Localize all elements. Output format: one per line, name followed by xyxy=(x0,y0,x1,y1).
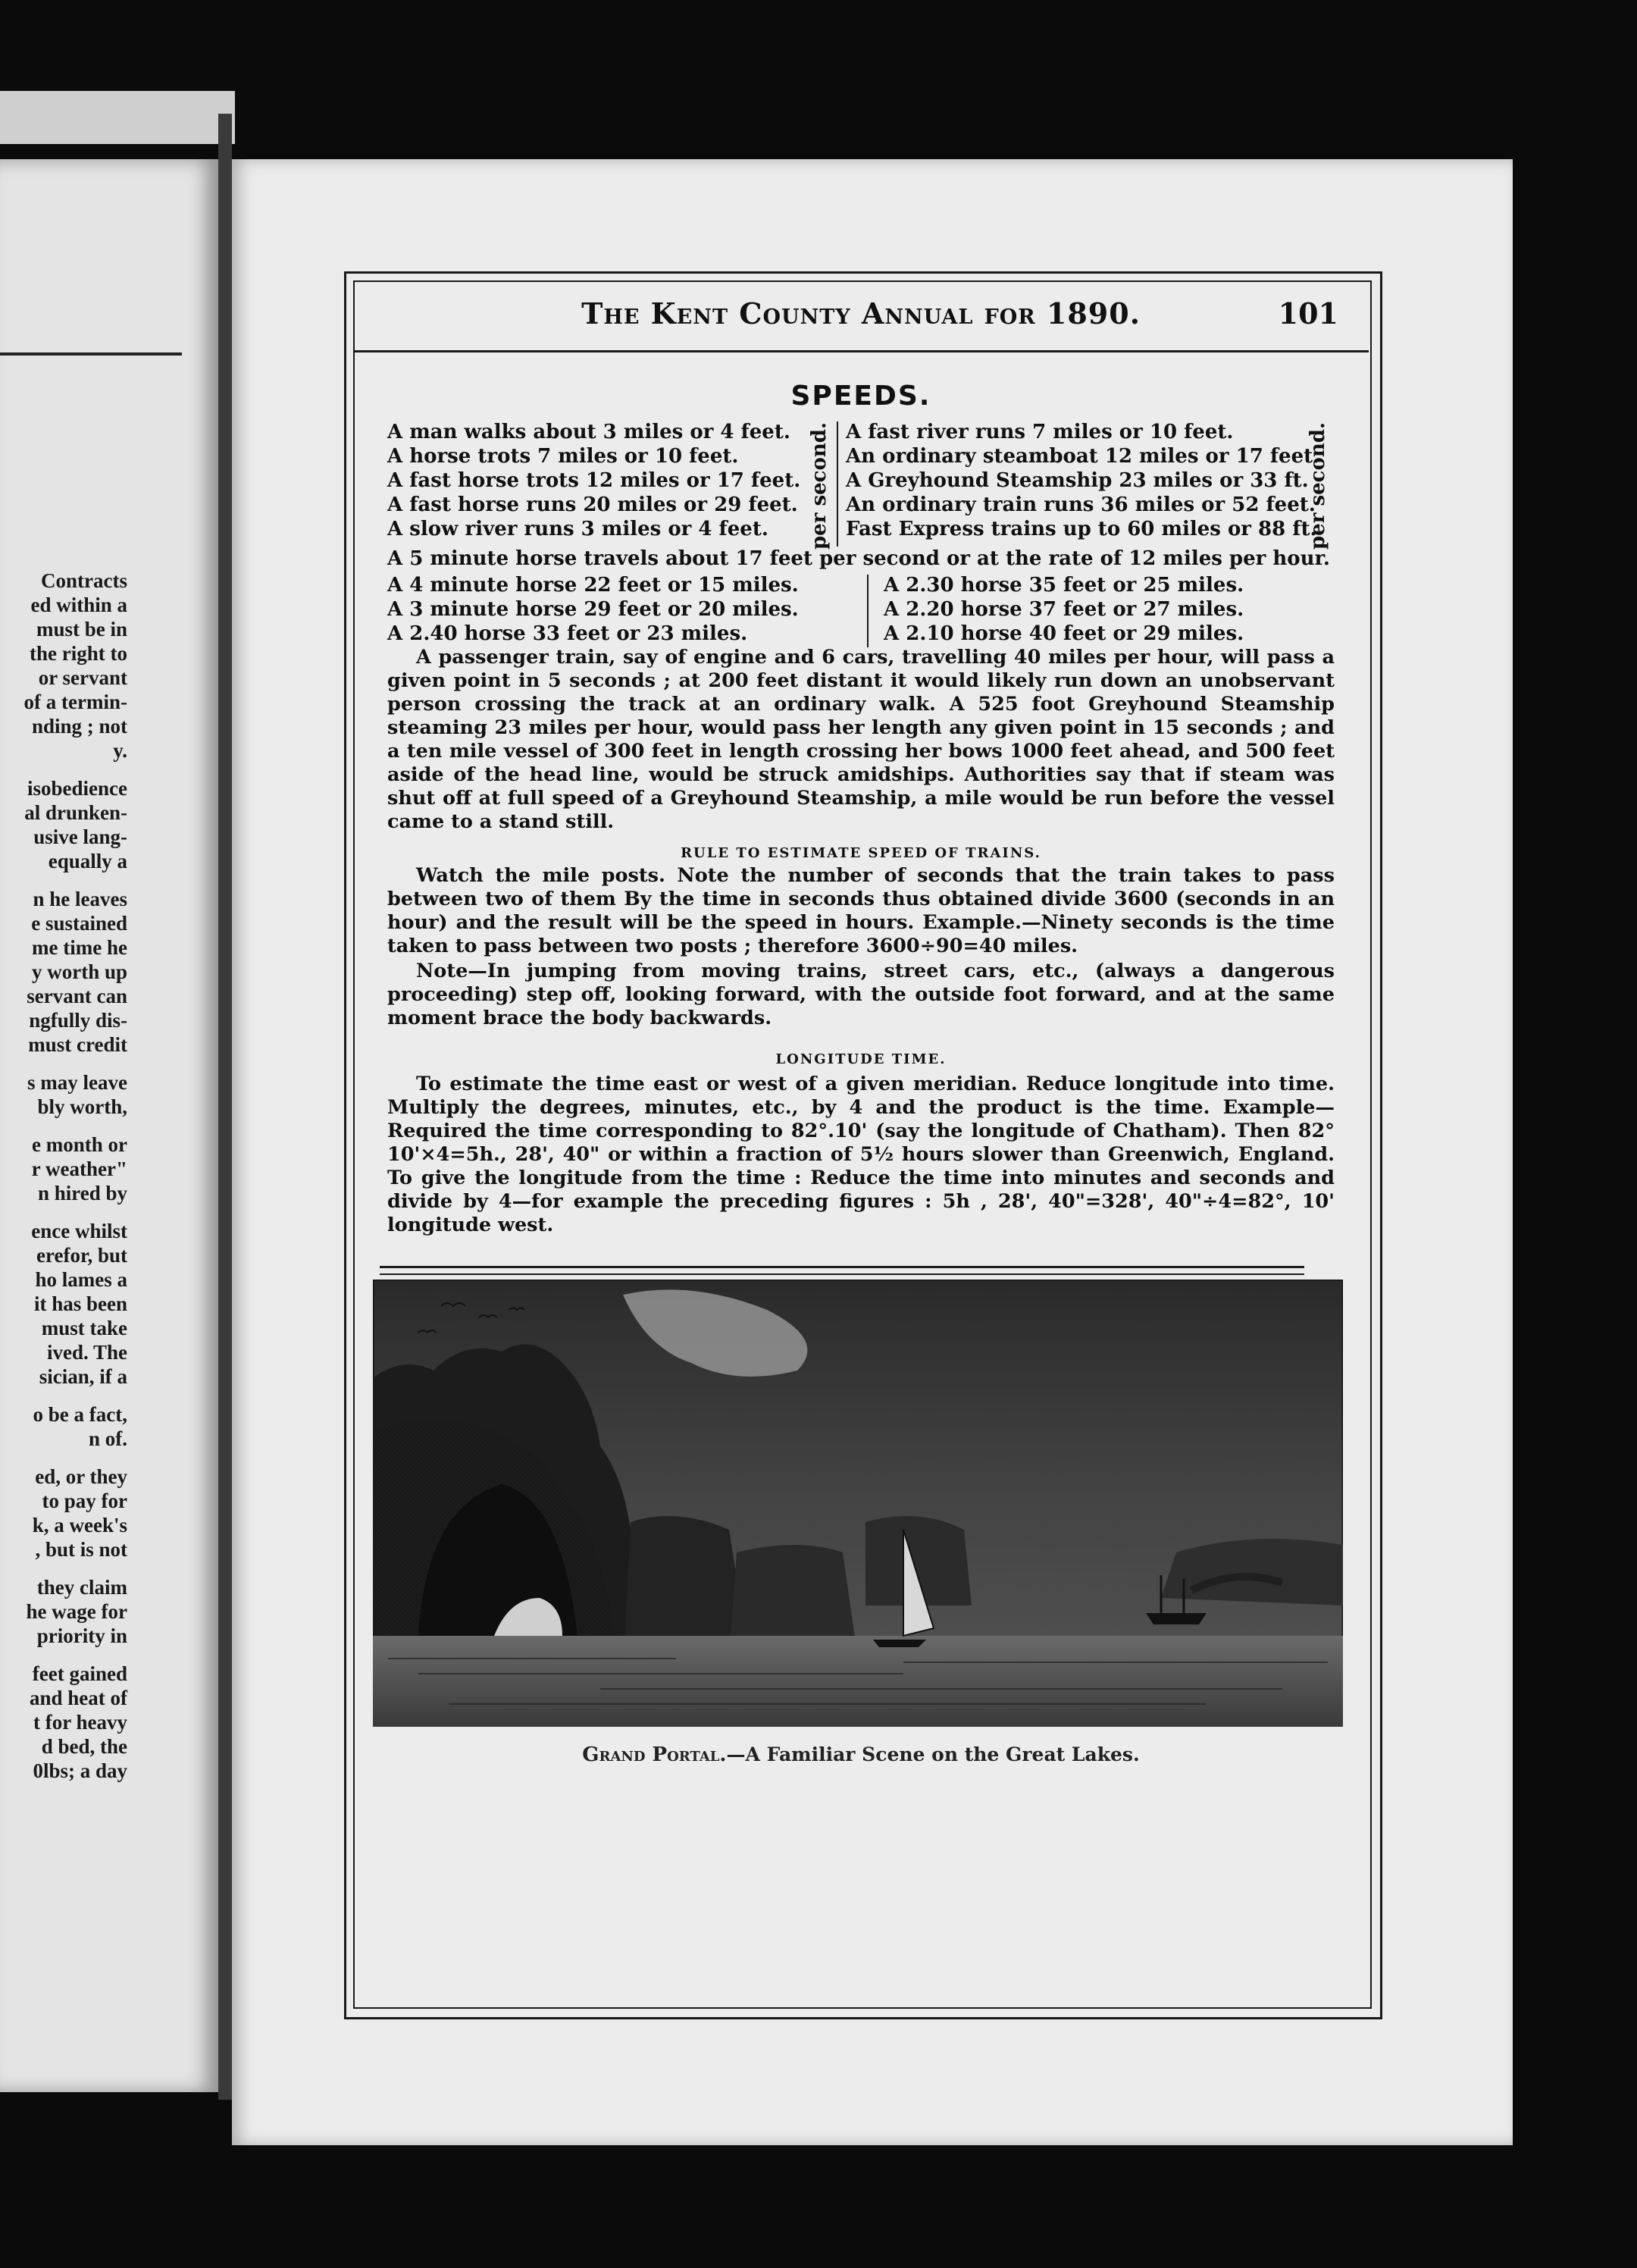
speed-item: A horse trots 7 miles or 10 feet. xyxy=(387,445,739,468)
left-page-line: and heat of xyxy=(29,1687,127,1709)
left-page-line: k, a week's xyxy=(32,1514,127,1537)
horse-speed-item: A 2.40 horse 33 feet or 23 miles. xyxy=(387,622,748,645)
left-page-line: Contracts xyxy=(41,569,127,592)
left-page-line: equally a xyxy=(48,850,127,872)
rule-heading: RULE TO ESTIMATE SPEED OF TRAINS. xyxy=(681,845,1041,861)
left-page-line: 0lbs; a day xyxy=(33,1759,127,1782)
left-page-line: y worth up xyxy=(31,960,127,983)
left-page-line: they claim xyxy=(36,1576,127,1599)
left-page-line: nding ; not xyxy=(31,715,127,738)
passenger-train-paragraph: A passenger train, say of engine and 6 cars, travelling 40 miles per hour, will pass a given point in 5 seconds ; at 200 feet distant it would likely run down an unobservant person crossing the track at an ordinary walk. A 525 foot Greyhound Steamship steaming 23 miles per hour, would pass her length any given point in 15 seconds ; and a ten mile vessel of 300 feet in length crossing her bows 1000 feet ahead, and 500 feet aside of the head line, would be struck amidships. Authorities say that if steam was shut off at full speed of a Greyhound Steamship, a mile would be run before the vessel came to a stand still. xyxy=(387,646,1335,833)
speed-item: A slow river runs 3 miles or 4 feet. xyxy=(387,518,768,540)
left-page-line: ho lames a xyxy=(35,1268,127,1291)
speed-item: An ordinary train runs 36 miles or 52 feet. xyxy=(846,493,1316,516)
left-page-line: s may leave xyxy=(27,1071,127,1094)
longitude-paragraph: To estimate the time east or west of a given meridian. Reduce longitude into time. Multiply the degrees, minutes, etc., by 4 and the product is the time. Example—Required the time corresponding to 82°.10' (say the longitude of Chatham). Then 82° 10'×4=5h., 28', 40" or within a fraction of 5½ hours slower than Greenwich, England. To give the longitude from the time : Reduce the time into minutes and seconds and divide by 4—for example the preceding figures : 5h , 28', 40"=328', 40"÷4=82°, 10' longitude west. xyxy=(387,1073,1335,1236)
speed-item: Fast Express trains up to 60 miles or 88 ft. xyxy=(846,518,1317,540)
speed-item: An ordinary steamboat 12 miles or 17 feet. xyxy=(846,445,1320,468)
speed-item: A fast horse trots 12 miles or 17 feet. xyxy=(387,469,801,492)
left-page-line: e month or xyxy=(32,1133,127,1156)
speed-item: A man walks about 3 miles or 4 feet. xyxy=(387,421,790,443)
left-page-line: r weather" xyxy=(31,1157,127,1180)
running-header xyxy=(353,292,1369,339)
per-second-label-left: per second. xyxy=(808,422,831,550)
left-page-line: servant can xyxy=(27,985,127,1007)
speeds-right-column xyxy=(846,420,1319,541)
speed-item: A fast horse runs 20 miles or 29 feet. xyxy=(387,493,798,516)
left-page-line: o be a fact, xyxy=(33,1403,127,1426)
left-page-line: or servant xyxy=(38,666,127,689)
left-page-line: usive lang- xyxy=(33,825,127,848)
left-page-line: he wage for xyxy=(26,1600,127,1623)
left-page-line: ence whilst xyxy=(31,1220,127,1242)
separator-rule xyxy=(380,1266,1304,1268)
longitude-heading: LONGITUDE TIME. xyxy=(775,1051,947,1067)
left-page-line: y. xyxy=(113,739,127,762)
left-page-line: bly worth, xyxy=(37,1095,127,1118)
left-page-line: ed, or they xyxy=(35,1465,127,1488)
left-page-line: n of. xyxy=(88,1427,127,1450)
per-second-label-right: per second. xyxy=(1307,422,1329,550)
horse-speed-item: A 2.30 horse 35 feet or 25 miles. xyxy=(884,574,1244,597)
horse-speed-item: A 2.20 horse 37 feet or 27 miles. xyxy=(884,598,1244,621)
left-page-line: erefor, but xyxy=(36,1244,127,1267)
column-divider xyxy=(837,421,838,547)
horse-speed-line: A 5 minute horse travels about 17 feet per second or at the rate of 12 miles per hour. xyxy=(387,547,1330,570)
horse-speed-item: A 4 minute horse 22 feet or 15 miles. xyxy=(387,574,799,597)
left-page-line: , but is not xyxy=(35,1538,127,1561)
caption-rest: —A Familiar Scene on the Great Lakes. xyxy=(726,1743,1140,1765)
watch-mile-posts-paragraph: Watch the mile posts. Note the number of seconds that the train takes to pass between two of them By the time in seconds thus obtained divide 3600 (seconds in an hour) and the result will be the speed in hours. Example.—Ninety seconds is the time taken to pass between two posts ; therefore 3600÷90=40 miles. xyxy=(387,864,1335,957)
grand-portal-engraving xyxy=(373,1280,1343,1727)
speed-item: A Greyhound Steamship 23 miles or 33 ft. xyxy=(846,469,1309,492)
illustration-caption xyxy=(353,1743,1369,1766)
caption-lead: Grand Portal. xyxy=(582,1743,727,1766)
left-page-line: must take xyxy=(41,1317,127,1339)
left-facing-page xyxy=(0,159,220,2092)
left-page-line: n he leaves xyxy=(33,888,127,910)
left-page-edge xyxy=(0,91,235,144)
horse-column-divider xyxy=(867,575,869,647)
running-header-title: The Kent County Annual for 1890. xyxy=(581,296,1141,330)
horse-speed-item: A 2.10 horse 40 feet or 29 miles. xyxy=(884,622,1244,645)
note-paragraph: Note—In jumping from moving trains, street cars, etc., (always a dangerous proceeding) step off, looking forward, with the outside foot forward, and at the same moment brace the body backwards. xyxy=(387,960,1335,1029)
left-page-line: feet gained xyxy=(32,1662,127,1685)
horse-speeds-right xyxy=(884,573,1244,646)
left-page-line: the right to xyxy=(30,642,127,665)
left-page-line: n hired by xyxy=(37,1182,127,1204)
left-page-line: me time he xyxy=(32,936,127,959)
separator-rule-thin xyxy=(380,1273,1304,1275)
book-spine xyxy=(218,114,232,2100)
left-page-line: ngfully dis- xyxy=(29,1009,127,1032)
left-page-line: must be in xyxy=(36,618,127,641)
left-page-line: sician, if a xyxy=(39,1365,127,1388)
header-rule xyxy=(353,350,1369,352)
horse-speeds-left xyxy=(387,573,799,646)
left-page-line: priority in xyxy=(36,1624,127,1647)
left-page-text xyxy=(0,569,127,1783)
horse-speed-item: A 3 minute horse 29 feet or 20 miles. xyxy=(387,598,799,621)
right-page xyxy=(232,159,1513,2145)
left-page-line: al drunken- xyxy=(24,801,127,824)
left-page-line: must credit xyxy=(28,1033,127,1056)
left-page-line: d bed, the xyxy=(41,1735,127,1758)
left-page-line: isobedience xyxy=(27,777,127,800)
left-page-line: e sustained xyxy=(31,912,127,935)
left-page-line: ed within a xyxy=(30,594,127,616)
left-page-line: t for heavy xyxy=(33,1711,127,1734)
left-page-line: to pay for xyxy=(42,1490,127,1512)
left-page-line: of a termin- xyxy=(23,691,127,713)
speeds-heading: SPEEDS. xyxy=(790,381,931,412)
speed-item: A fast river runs 7 miles or 10 feet. xyxy=(846,421,1234,443)
speeds-left-column xyxy=(387,420,800,541)
page-number: 101 xyxy=(1278,296,1338,330)
left-page-header-rule xyxy=(0,352,182,356)
left-page-line: it has been xyxy=(33,1292,127,1315)
left-page-line: ived. The xyxy=(46,1341,127,1364)
